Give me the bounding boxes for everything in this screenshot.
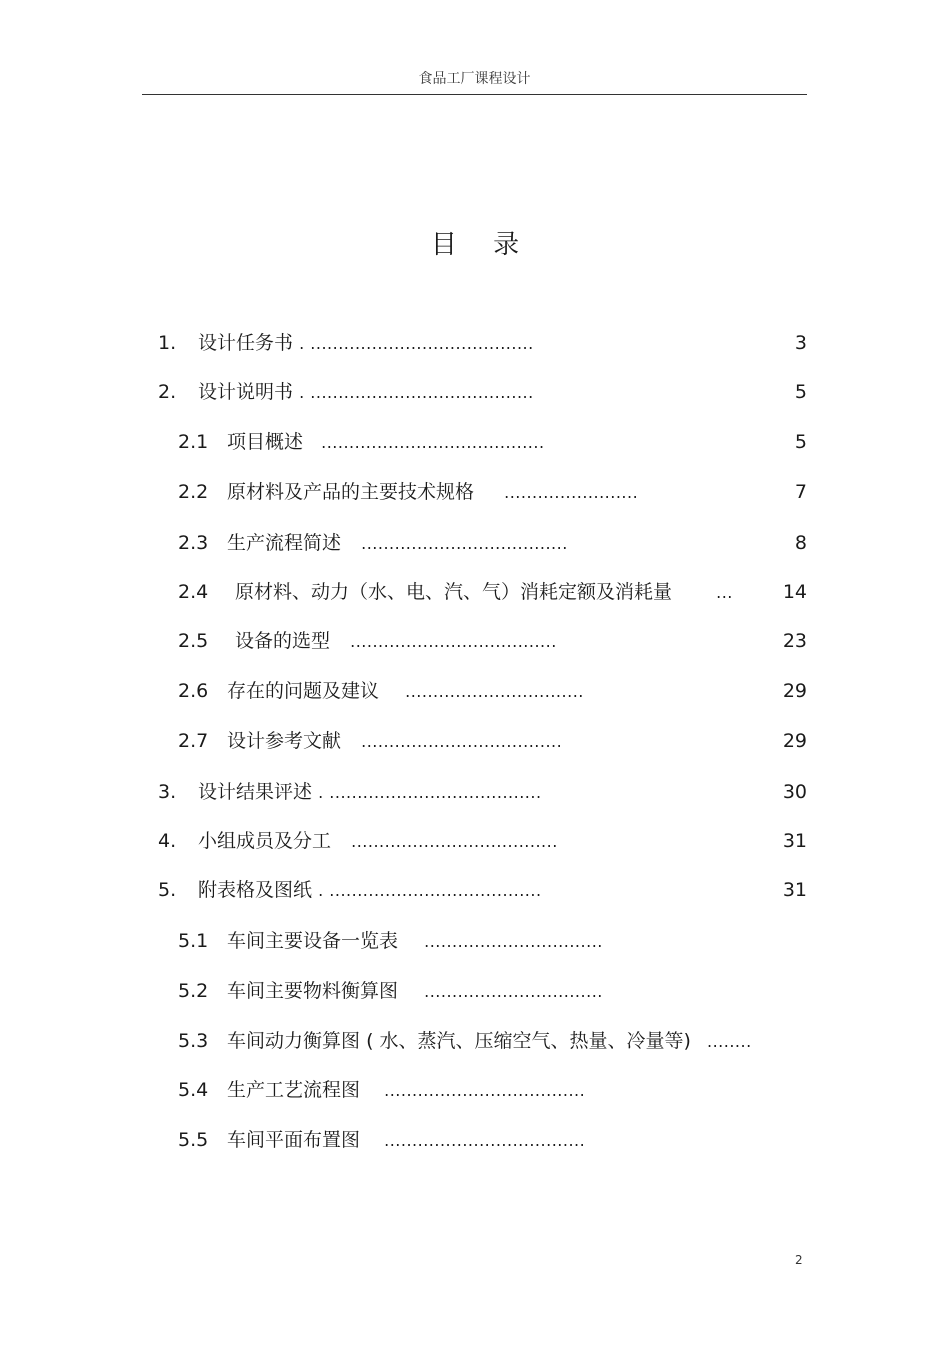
toc-entry-number: 2.5 — [178, 630, 209, 652]
toc-entry[interactable] — [178, 479, 638, 505]
toc-entry-text: 设备的选型 — [235, 630, 331, 652]
toc-entry-text: 车间主要物料衡算图 — [227, 980, 399, 1002]
toc-entry[interactable] — [158, 379, 534, 405]
toc-entry-number: 5.5 — [178, 1129, 209, 1151]
toc-entry[interactable] — [178, 628, 557, 654]
toc-entry-number: 2.3 — [178, 532, 209, 554]
toc-entry-number: 4. — [158, 830, 177, 852]
toc-entry-leader: . ...................................... — [318, 783, 542, 802]
toc-entry-text: 设计说明书 — [198, 381, 294, 403]
toc-entry-number: 2.1 — [178, 431, 209, 453]
toc-entry[interactable] — [178, 1127, 585, 1153]
toc-entry[interactable] — [178, 1077, 585, 1103]
toc-entry-leader: .................................... — [361, 732, 563, 751]
toc-entry-number: 2.2 — [178, 481, 209, 503]
toc-entry-page: 31 — [782, 830, 807, 852]
toc-entry-number: 5.2 — [178, 980, 209, 1002]
toc-entry[interactable] — [178, 678, 584, 704]
toc-entry-text: 生产工艺流程图 — [227, 1079, 361, 1101]
toc-entry[interactable] — [178, 928, 603, 954]
toc-entry-page: 23 — [782, 630, 807, 652]
toc-entry[interactable] — [178, 530, 568, 556]
toc-entry-text: 车间平面布置图 — [227, 1129, 361, 1151]
toc-entry[interactable] — [158, 877, 542, 903]
toc-entry-number: 5.1 — [178, 930, 209, 952]
toc-entry-page: 5 — [794, 431, 807, 453]
toc-entry-leader: ................................ — [405, 682, 584, 701]
toc-entry-number: 5.4 — [178, 1079, 209, 1101]
toc-entry-number: 2.4 — [178, 581, 209, 603]
toc-entry-text: 附表格及图纸 — [198, 879, 313, 901]
toc-entry-text: 车间动力衡算图 ( 水、蒸汽、压缩空气、热量、冷量等) — [227, 1030, 691, 1052]
running-header: 食品工厂课程设计 — [418, 71, 531, 87]
toc-entry-text: 小组成员及分工 — [198, 830, 332, 852]
toc-entry-number: 3. — [158, 781, 177, 803]
toc-entry[interactable] — [178, 978, 603, 1004]
toc-entry-leader: ... — [716, 583, 733, 602]
toc-entry[interactable] — [158, 828, 558, 854]
toc-entry-leader: . ........................................ — [299, 383, 534, 402]
toc-entry-text: 车间主要设备一览表 — [227, 930, 399, 952]
toc-entry[interactable] — [158, 779, 542, 805]
toc-title: 目 录 — [430, 230, 534, 260]
header-divider — [142, 94, 807, 95]
toc-entry-leader: ........ — [707, 1032, 752, 1051]
toc-entry[interactable] — [178, 1028, 752, 1054]
toc-entry-leader: ..................................... — [361, 534, 568, 553]
toc-entry-leader: ..................................... — [351, 832, 558, 851]
toc-entry[interactable] — [178, 579, 733, 605]
toc-entry-leader: ..................................... — [350, 632, 557, 651]
toc-entry-text: 设计结果评述 — [198, 781, 313, 803]
toc-entry-page: 29 — [782, 730, 807, 752]
toc-entry[interactable] — [178, 728, 562, 754]
toc-entry-text: 原材料、动力（水、电、汽、气）消耗定额及消耗量 — [235, 581, 673, 603]
toc-entry-number: 2. — [158, 381, 177, 403]
page-number: 2 — [795, 1253, 803, 1267]
toc-entry-page: 7 — [794, 481, 807, 503]
toc-entry-leader: ................................ — [424, 982, 603, 1001]
toc-entry-text: 存在的问题及建议 — [227, 680, 380, 702]
toc-entry-leader: . ........................................ — [299, 334, 534, 353]
toc-entry-page: 14 — [782, 581, 807, 603]
toc-entry-number: 1. — [158, 332, 177, 354]
toc-entry-leader: ........................ — [504, 483, 639, 502]
toc-entry-text: 项目概述 — [227, 431, 304, 453]
toc-entry-text: 设计任务书 — [198, 332, 294, 354]
toc-entry[interactable] — [178, 429, 545, 455]
toc-entry-leader: .................................... — [384, 1131, 586, 1150]
toc-entry-leader: . ...................................... — [318, 881, 542, 900]
toc-entry-page: 31 — [782, 879, 807, 901]
toc-entry-page: 29 — [782, 680, 807, 702]
toc-entry-number: 5. — [158, 879, 177, 901]
toc-entry-leader: .................................... — [384, 1081, 586, 1100]
toc-entry-page: 3 — [794, 332, 807, 354]
toc-entry-leader: ................................ — [424, 932, 603, 951]
toc-entry-number: 2.6 — [178, 680, 209, 702]
toc-entry-leader: ........................................ — [321, 433, 545, 452]
toc-entry-number: 5.3 — [178, 1030, 209, 1052]
toc-entry[interactable] — [158, 330, 534, 356]
toc-entry-number: 2.7 — [178, 730, 209, 752]
toc-entry-page: 30 — [782, 781, 807, 803]
toc-entry-page: 5 — [794, 381, 807, 403]
toc-entry-text: 生产流程简述 — [227, 532, 342, 554]
toc-entry-text: 设计参考文献 — [227, 730, 342, 752]
toc-entry-text: 原材料及产品的主要技术规格 — [227, 481, 475, 503]
toc-entry-page: 8 — [794, 532, 807, 554]
